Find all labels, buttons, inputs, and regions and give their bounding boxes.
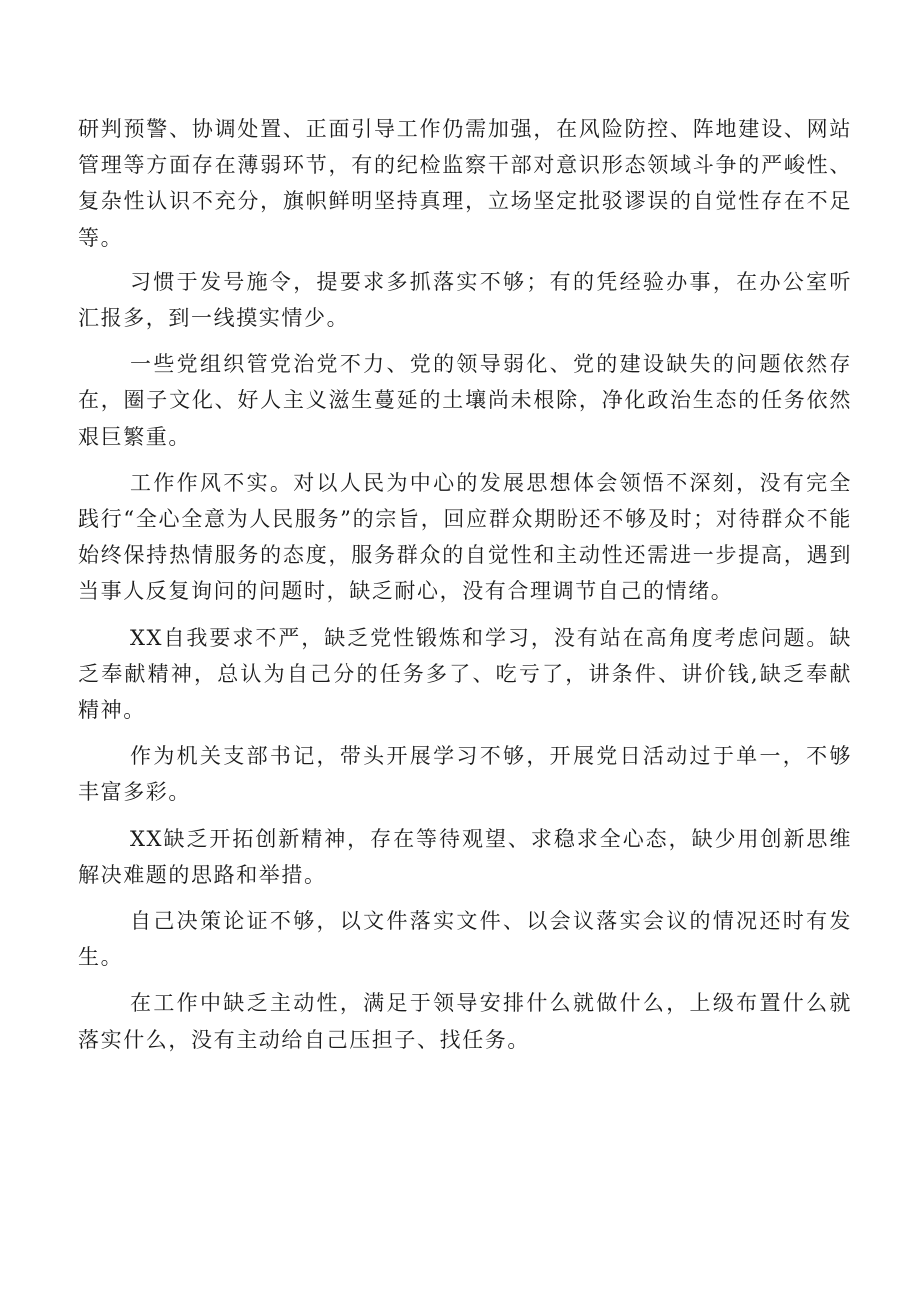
paragraph: 习惯于发号施令，提要求多抓落实不够；有的凭经验办事，在办公室听汇报多，到一线摸实情少。 xyxy=(78,269,852,331)
paragraph: 自己决策论证不够，以文件落实文件、以会议落实会议的情况还时有发生。 xyxy=(78,909,852,970)
paragraph: 在工作中缺乏主动性，满足于领导安排什么就做什么，上级布置什么就落实什么，没有主动给自己压担子、找任务。 xyxy=(78,991,852,1052)
paragraph: XX自我要求不严，缺乏党性锻炼和学习，没有站在高角度考虑问题。缺乏奉献精神，总认为自己分的任务多了、吃亏了，讲条件、讲价钱,缺乏奉献精神。 xyxy=(78,625,852,723)
paragraph: 研判预警、协调处置、正面引导工作仍需加强，在风险防控、阵地建设、网站管理等方面存在薄弱环节，有的纪检监察干部对意识形态领域斗争的严峻性、复杂性认识不充分，旗帜鲜明坚持真理，立场坚定批驳谬误的自觉性存在不足等。 xyxy=(78,117,852,250)
document-body xyxy=(78,111,852,1068)
paragraph: 一些党组织管党治党不力、党的领导弱化、党的建设缺失的问题依然存在，圈子文化、好人主义滋生蔓延的土壤尚未根除，净化政治生态的任务依然艰巨繁重。 xyxy=(78,352,852,449)
paragraph: XX缺乏开拓创新精神，存在等待观望、求稳求全心态，缺少用创新思维解决难题的思路和举措。 xyxy=(78,826,852,887)
paragraph: 作为机关支部书记，带头开展学习不够，开展党日活动过于单一，不够丰富多彩。 xyxy=(78,744,852,805)
paragraph: 工作作风不实。对以人民为中心的发展思想体会领悟不深刻，没有完全践行“全心全意为人民服务”的宗旨，回应群众期盼还不够及时；对待群众不能始终保持热情服务的态度，服务群众的自觉性和主动性还需进一步提高，遇到当事人反复询问的问题时，缺乏耐心，没有合理调节自己的情绪。 xyxy=(78,470,852,604)
